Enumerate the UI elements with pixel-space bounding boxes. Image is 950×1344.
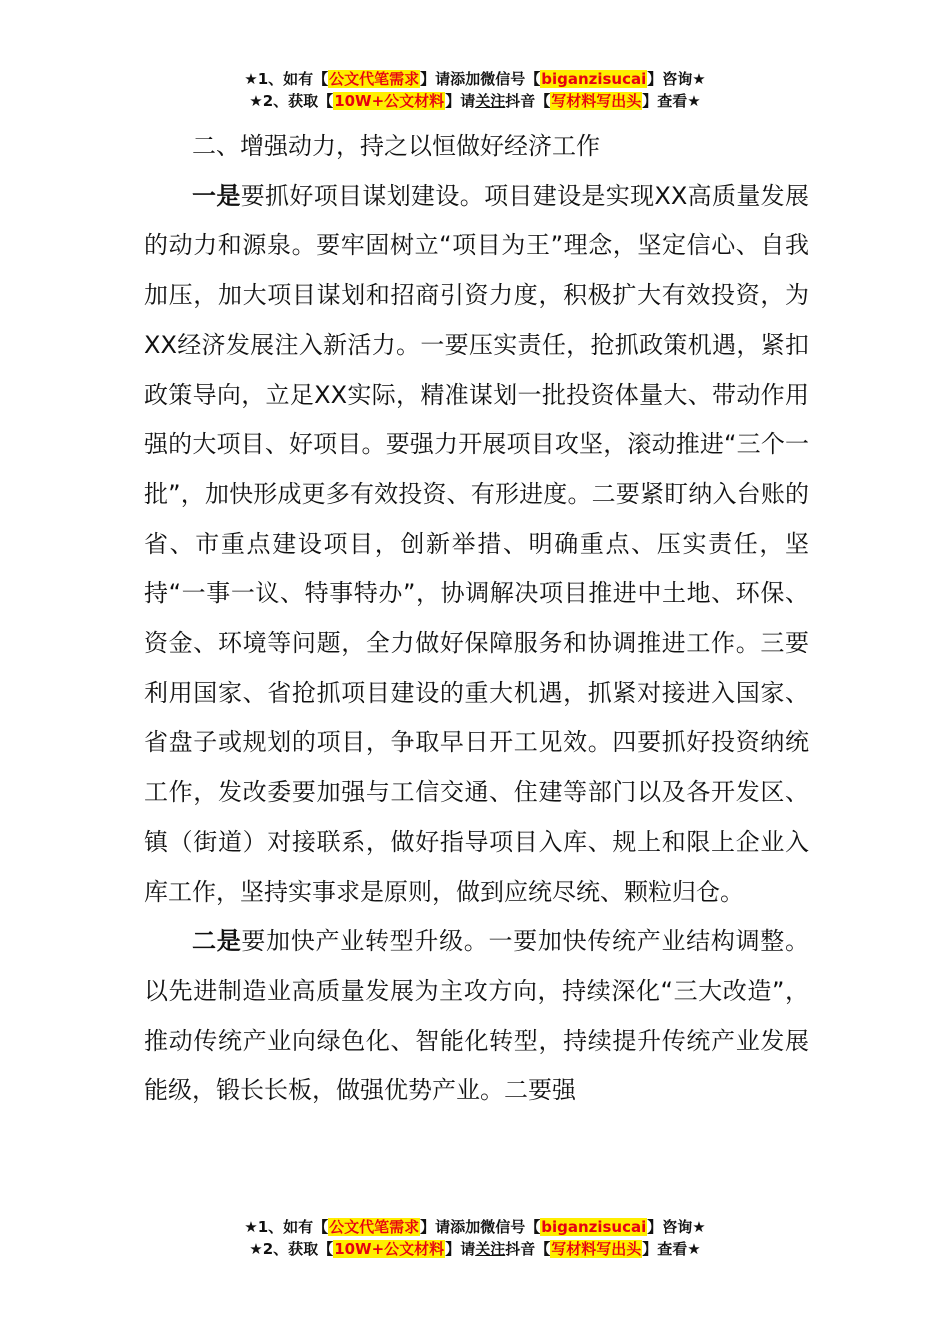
paragraph-2 xyxy=(144,917,809,1116)
paragraph-lead: 一是 xyxy=(192,181,241,210)
notice-text: 加 xyxy=(465,1218,481,1236)
notice-text: 微信号【 xyxy=(480,70,541,88)
document-body xyxy=(144,122,809,1116)
paragraph-lead: 二是 xyxy=(192,927,242,956)
notice-line-2 xyxy=(0,1238,950,1260)
highlight-douyin-account: 写材料写出头 xyxy=(551,1240,642,1258)
notice-text: 】请 xyxy=(445,92,476,110)
highlight-materials: 10W+公文材料 xyxy=(334,1240,445,1258)
notice-text: 】请添 xyxy=(420,1218,466,1236)
notice-text: 关注 xyxy=(475,92,506,110)
notice-text: 】咨询★ xyxy=(647,1218,706,1236)
highlight-materials: 10W+公文材料 xyxy=(334,92,445,110)
notice-text: 】请 xyxy=(445,1240,476,1258)
notice-text: 关注 xyxy=(475,1240,506,1258)
notice-text: 抖音【 xyxy=(505,1240,551,1258)
header-notice-banner xyxy=(0,68,950,112)
section-heading: 二、增强动力，持之以恒做好经济工作 xyxy=(192,132,600,160)
notice-text: 】咨询★ xyxy=(647,70,706,88)
highlight-service: 公文代笔需求 xyxy=(329,1218,420,1236)
highlight-wechat-id: biganzisucai xyxy=(541,70,647,88)
notice-line-1 xyxy=(0,1216,950,1238)
notice-text: 抖音【 xyxy=(505,92,551,110)
footer-notice-banner xyxy=(0,1216,950,1260)
paragraph-1 xyxy=(144,172,809,918)
notice-text: 微信号【 xyxy=(480,1218,541,1236)
notice-text: 加 xyxy=(465,70,481,88)
notice-line-2 xyxy=(0,90,950,112)
notice-text: ★2、获取【 xyxy=(249,1240,334,1258)
notice-text: ★1、如有【 xyxy=(244,70,329,88)
highlight-douyin-account: 写材料写出头 xyxy=(551,92,642,110)
notice-text: 】查看★ xyxy=(642,1240,701,1258)
paragraph-text: 要加快产业转型升级。一要加快传统产业结构调整。以先进制造业高质量发展为主攻方向，持续深化“三大改造”，推动传统产业向绿色化、智能化转型，持续提升传统产业发展能级，锻长长板，做强优势产业。二要强 xyxy=(144,927,810,1105)
highlight-service: 公文代笔需求 xyxy=(329,70,420,88)
notice-text: ★2、获取【 xyxy=(249,92,334,110)
notice-text: 】请添 xyxy=(420,70,466,88)
highlight-wechat-id: biganzisucai xyxy=(541,1218,647,1236)
notice-text: ★1、如有【 xyxy=(244,1218,329,1236)
notice-line-1 xyxy=(0,68,950,90)
notice-text: 】查看★ xyxy=(642,92,701,110)
paragraph-text: 要抓好项目谋划建设。项目建设是实现XX高质量发展的动力和源泉。要牢固树立“项目为王”理念，坚定信心、自我加压，加大项目谋划和招商引资力度，积极扩大有效投资，为XX经济发展注入新活力。一要压实责任，抢抓政策机遇，紧扣政策导向，立足XX实际，精准谋划一批投资体量大、带动作用强的大项目、好项目。要强力开展项目攻坚，滚动推进“三个一批”，加快形成更多有效投资、有形进度。二要紧盯纳入台账的省、市重点建设项目，创新举措、明确重点、压实责任，坚持“一事一议、特事特办”，协调解决项目推进中土地、环保、资金、环境等问题，全力做好保障服务和协调推进工作。三要利用国家、省抢抓项目建设的重大机遇，抓紧对接进入国家、省盘子或规划的项目，争取早日开工见效。四要抓好投资纳统工作，发改委要加强与工信交通、住建等部门以及各开发区、镇（街道）对接联系，做好指导项目入库、规上和限上企业入库工作，坚持实事求是原则，做到应统尽统、颗粒归仓。 xyxy=(144,181,810,906)
